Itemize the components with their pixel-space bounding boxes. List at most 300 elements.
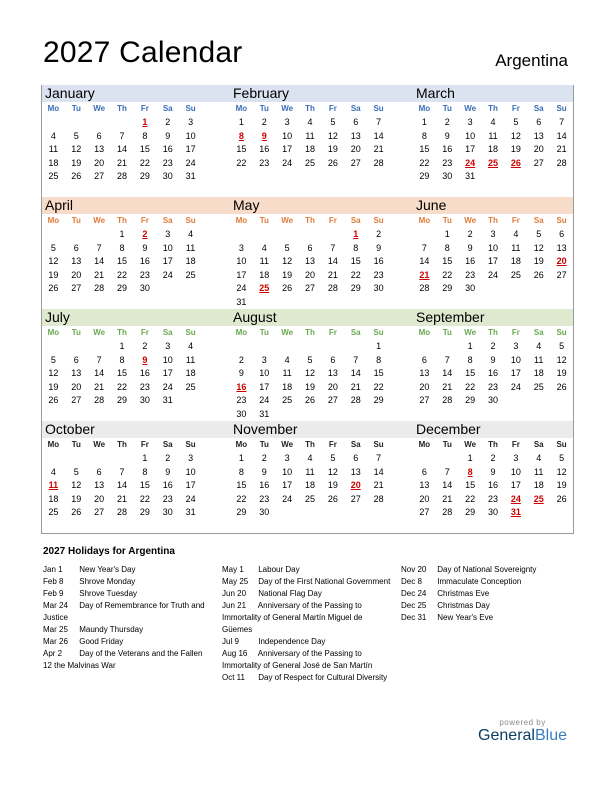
week-row [42,228,202,242]
day: 14 [442,480,453,491]
holiday-date: Jul 9 [222,637,239,646]
weekday-header [42,102,202,116]
brand-name [478,727,567,745]
holiday-item [43,576,208,588]
day: 31 [465,171,476,182]
week-row [42,493,202,507]
day: 30 [162,507,173,518]
holiday-item [222,648,392,672]
holiday-item [43,636,208,648]
weekday-label: We [93,328,106,337]
day: 22 [117,381,128,392]
day: 19 [305,381,316,392]
day: 16 [488,368,499,379]
holiday-item [222,600,392,636]
weekday-label: Sa [162,328,173,337]
day: 15 [442,256,453,267]
day: 20 [94,493,105,504]
empty-day [299,228,322,242]
weekday-label: We [464,328,477,337]
day: 22 [236,157,247,168]
day: 5 [513,117,519,127]
weekday-header [42,326,202,340]
brand-name-blue: Blue [534,727,567,744]
empty-day [482,170,505,184]
month-june [413,197,573,296]
weekday-label: Mo [47,328,60,337]
holiday-date: Dec 24 [401,589,427,598]
holiday-name: Anniversary of the Passing to Immortality of General Martín Miguel de Güemes [222,601,363,634]
holiday-day: 9 [261,130,267,141]
week-row [413,354,573,368]
day: 14 [350,368,361,379]
empty-day [344,408,367,422]
day: 3 [513,341,519,351]
empty-day [321,408,344,422]
week-row [230,506,390,520]
holiday-name: Anniversary of the Passing to Immortality of General José de San Martín [222,649,373,670]
empty-day [321,296,344,310]
empty-day [504,170,527,184]
holiday-name: Christmas Day [437,601,490,610]
month-name: April [45,197,74,213]
day: 2 [165,453,171,463]
day: 18 [488,144,499,155]
weekday-label: We [281,104,294,113]
day: 4 [188,341,194,351]
day: 23 [488,493,499,504]
holiday-day: 1 [353,229,359,239]
holiday-day: 25 [488,157,499,168]
day: 6 [96,130,102,141]
holiday-name: Christmas Eve [437,589,490,598]
day: 5 [307,354,313,365]
day: 1 [376,341,382,351]
day: 8 [119,354,125,365]
empty-day [65,116,88,130]
month-name: May [233,197,260,213]
day: 28 [117,507,128,518]
holiday-name: Immaculate Conception [437,577,522,586]
day: 7 [96,354,102,365]
page-title: 2027 Calendar [43,36,243,69]
empty-day [413,340,436,354]
month-march [413,85,573,184]
day: 19 [510,144,521,155]
day: 2 [490,341,496,351]
day: 10 [510,466,521,477]
day: 16 [162,144,173,155]
day: 9 [165,466,171,477]
day: 12 [327,130,338,141]
day: 18 [185,368,196,379]
day: 11 [282,368,292,379]
holiday-item [43,564,208,576]
week-row [230,479,390,493]
day: 20 [305,269,316,280]
month-december [413,421,573,520]
day: 24 [282,157,293,168]
day: 22 [350,269,361,280]
day: 6 [96,466,102,477]
weekday-header [42,214,202,228]
day: 18 [48,157,59,168]
weekday-label: Sa [533,216,544,225]
empty-day [413,452,436,466]
day: 8 [467,354,473,365]
day: 23 [465,269,476,280]
day: 20 [419,381,430,392]
day: 17 [162,368,173,379]
day: 19 [71,157,82,168]
day: 13 [419,368,430,379]
empty-day [344,296,367,310]
week-row [413,228,573,242]
day: 9 [467,242,473,253]
empty-day [321,228,344,242]
week-row [413,394,573,408]
empty-day [344,340,367,354]
holiday-name: Independence Day [258,637,326,646]
day: 12 [327,466,338,477]
holiday-name: New Year's Eve [437,613,494,622]
holiday-date: Jan 1 [43,565,63,574]
month-name: October [45,421,95,437]
empty-day [550,394,573,408]
day: 27 [94,507,105,518]
day: 28 [556,157,567,168]
day: 27 [71,395,82,406]
weekday-label: Fr [140,328,149,337]
day: 1 [467,341,473,351]
weekday-header [230,102,390,116]
week-row [413,269,573,283]
weekday-label: Fr [328,440,337,449]
holiday-column [222,564,392,684]
week-row [413,466,573,480]
day: 10 [510,354,521,365]
holiday-day: 8 [238,130,244,141]
empty-day [276,228,299,242]
week-row [230,296,390,310]
day: 26 [71,171,82,182]
holiday-day: 25 [533,493,544,504]
day: 4 [536,453,542,463]
day: 1 [238,453,244,463]
day: 21 [373,480,384,491]
day: 4 [307,453,313,463]
week-row [42,170,202,184]
day: 15 [373,368,384,379]
day: 6 [421,466,427,477]
empty-day [253,296,276,310]
weekday-header [230,438,390,452]
day: 13 [305,256,316,267]
day: 27 [350,493,361,504]
empty-day [436,340,459,354]
day: 3 [188,453,194,463]
empty-day [42,228,65,242]
day: 26 [556,381,567,392]
empty-day [65,340,88,354]
day: 1 [444,229,450,239]
day: 12 [533,242,544,253]
week-row [230,452,390,466]
day: 12 [556,354,567,365]
month-name: March [416,85,455,101]
day: 3 [165,229,171,239]
weekday-label: We [281,216,294,225]
day: 6 [307,242,313,253]
day: 4 [261,242,267,253]
month-row [41,421,574,534]
holiday-day: 8 [467,466,473,477]
week-row [413,242,573,256]
weekday-label: Sa [162,440,173,449]
week-row [42,157,202,171]
empty-day [436,452,459,466]
week-row [413,130,573,144]
week-row [230,340,390,354]
day: 31 [236,296,247,307]
day: 23 [139,269,150,280]
holiday-date: Mar 25 [43,625,68,634]
weekday-label: Su [185,104,196,113]
day: 13 [533,130,544,141]
weekday-label: Tu [71,440,81,449]
holiday-date: Mar 26 [43,637,68,646]
week-row [413,381,573,395]
day: 29 [442,283,453,294]
week-row [230,493,390,507]
holiday-item [401,564,576,576]
day: 2 [142,341,148,351]
day: 27 [305,283,316,294]
day: 17 [282,144,293,155]
day: 17 [185,480,196,491]
holiday-item [401,612,576,624]
day: 18 [305,480,316,491]
day: 15 [139,480,150,491]
calendar-grid [41,85,574,534]
day: 7 [353,354,359,365]
day: 5 [330,117,336,127]
day: 30 [162,171,173,182]
weekday-label: Mo [235,440,248,449]
week-row [230,143,390,157]
weekday-label: Tu [442,328,452,337]
week-row [42,116,202,130]
holiday-day: 31 [510,507,521,518]
day: 11 [185,242,196,253]
day: 25 [533,381,544,392]
day: 30 [373,283,384,294]
empty-day [550,170,573,184]
day: 21 [94,269,105,280]
day: 25 [510,269,521,280]
day: 13 [94,144,105,155]
day: 11 [305,466,315,477]
weekday-label: Fr [140,216,149,225]
weekday-label: We [93,216,106,225]
day: 17 [259,381,270,392]
day: 22 [139,157,150,168]
month-name: November [233,421,298,437]
day: 17 [488,256,499,267]
day: 15 [465,480,476,491]
day: 31 [185,171,196,182]
day: 26 [282,283,293,294]
empty-day [367,408,390,422]
weekday-label: Su [185,216,196,225]
day: 5 [50,354,56,365]
day: 29 [419,171,430,182]
day: 30 [465,283,476,294]
holiday-day: 20 [556,256,567,267]
powered-by-text: powered by [499,718,546,727]
day: 15 [236,480,247,491]
day: 23 [236,395,247,406]
day: 23 [373,269,384,280]
day: 10 [282,466,293,477]
day: 14 [373,130,384,141]
holiday-name: Day of the Veterans and the Fallen 12 the Malvinas War [43,649,203,670]
week-row [42,340,202,354]
holiday-day: 24 [510,493,521,504]
day: 31 [185,507,196,518]
day: 13 [94,480,105,491]
day: 21 [117,493,128,504]
holiday-day: 11 [48,480,59,491]
empty-day [88,452,111,466]
day: 29 [117,283,128,294]
day: 12 [282,256,293,267]
day: 16 [259,144,270,155]
empty-day [299,296,322,310]
day: 3 [165,341,171,351]
day: 24 [259,395,270,406]
day: 12 [71,480,82,491]
week-row [230,255,390,269]
weekday-label: Th [305,440,315,449]
day: 23 [139,381,150,392]
day: 16 [488,480,499,491]
day: 17 [162,256,173,267]
day: 18 [48,493,59,504]
day: 5 [50,242,56,253]
day: 25 [282,395,293,406]
weekday-label: Tu [71,104,81,113]
day: 27 [533,157,544,168]
week-row [413,340,573,354]
weekday-label: Su [556,104,567,113]
holiday-day: 1 [142,117,148,127]
day: 28 [442,395,453,406]
day: 7 [376,453,382,463]
empty-day [179,282,202,296]
day: 26 [48,283,59,294]
day: 4 [188,229,194,239]
day: 3 [284,117,290,127]
holiday-name: Maundy Thursday [79,625,144,634]
weekday-label: Th [117,328,127,337]
week-row [230,130,390,144]
day: 2 [376,229,382,239]
holiday-date: May 1 [222,565,244,574]
holiday-day: 20 [350,480,361,491]
day: 11 [48,144,59,155]
day: 29 [117,395,128,406]
day: 28 [94,395,105,406]
holidays-section [43,546,583,682]
holiday-item [222,576,392,588]
holiday-date: Feb 8 [43,577,64,586]
holiday-date: Dec 31 [401,613,427,622]
holiday-item [43,624,208,636]
day: 27 [419,395,430,406]
day: 19 [71,493,82,504]
day: 11 [488,130,498,141]
holiday-date: Nov 20 [401,565,427,574]
day: 14 [419,256,430,267]
day: 20 [327,381,338,392]
holiday-date: Jun 21 [222,601,247,610]
weekday-label: Sa [350,328,361,337]
day: 16 [162,480,173,491]
weekday-label: Th [488,328,498,337]
day: 23 [259,493,270,504]
day: 6 [73,354,79,365]
week-row [230,269,390,283]
day: 3 [467,117,473,127]
week-row [42,269,202,283]
holidays-title: 2027 Holidays for Argentina [43,546,175,557]
day: 10 [282,130,293,141]
day: 27 [556,269,567,280]
day: 18 [185,256,196,267]
day: 30 [488,395,499,406]
day: 14 [556,130,567,141]
day: 29 [465,395,476,406]
weekday-header [42,438,202,452]
weekday-label: Fr [511,216,520,225]
weekday-label: Sa [533,328,544,337]
weekday-label: Fr [511,328,520,337]
weekday-label: Mo [235,328,248,337]
day: 12 [71,144,82,155]
weekday-header [230,326,390,340]
day: 1 [119,341,125,351]
day: 4 [307,117,313,127]
month-name: August [233,309,277,325]
day: 9 [490,466,496,477]
day: 25 [48,507,59,518]
week-row [413,116,573,130]
day: 30 [259,507,270,518]
day: 4 [50,130,56,141]
week-row [230,466,390,480]
week-row [42,367,202,381]
weekday-label: Mo [47,216,60,225]
weekday-label: Tu [71,328,81,337]
empty-day [413,228,436,242]
day: 2 [444,117,450,127]
day: 29 [373,395,384,406]
day: 28 [94,283,105,294]
month-may [230,197,390,310]
day: 24 [185,157,196,168]
weekday-label: Th [305,216,315,225]
